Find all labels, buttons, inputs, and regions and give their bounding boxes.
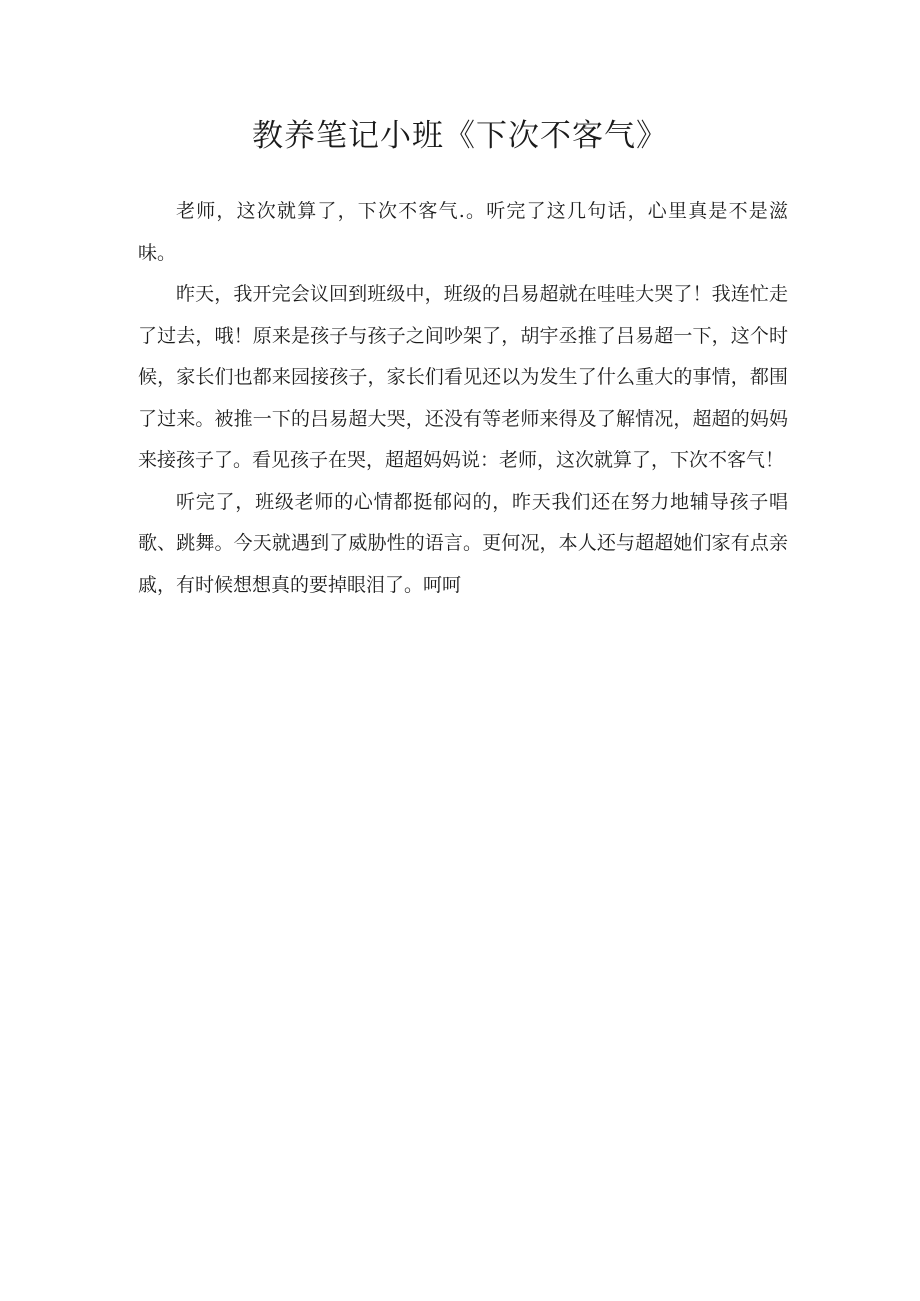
document-body — [138, 191, 788, 606]
paragraph: 昨天，我开完会议回到班级中，班级的吕易超就在哇哇大哭了！我连忙走了过去，哦！原来是孩子与孩子之间吵架了，胡宇丞推了吕易超一下，这个时候，家长们也都来园接孩子，家长们看见还以为发生了什么重大的事情，都围了过来。被推一下的吕易超大哭，还没有等老师来得及了解情况，超超的妈妈来接孩子了。看见孩子在哭，超超妈妈说：老师，这次就算了，下次不客气！ — [138, 283, 788, 471]
document-title: 教养笔记小班《下次不客气》 — [252, 118, 668, 154]
paragraph: 老师，这次就算了，下次不客气.。听完了这几句话，心里真是不是滋味。 — [138, 200, 788, 264]
paragraph: 听完了，班级老师的心情都挺郁闷的，昨天我们还在努力地辅导孩子唱歌、跳舞。今天就遇到了威胁性的语言。更何况，本人还与超超她们家有点亲戚，有时候想想真的要掉眼泪了。呵呵 — [138, 490, 788, 596]
